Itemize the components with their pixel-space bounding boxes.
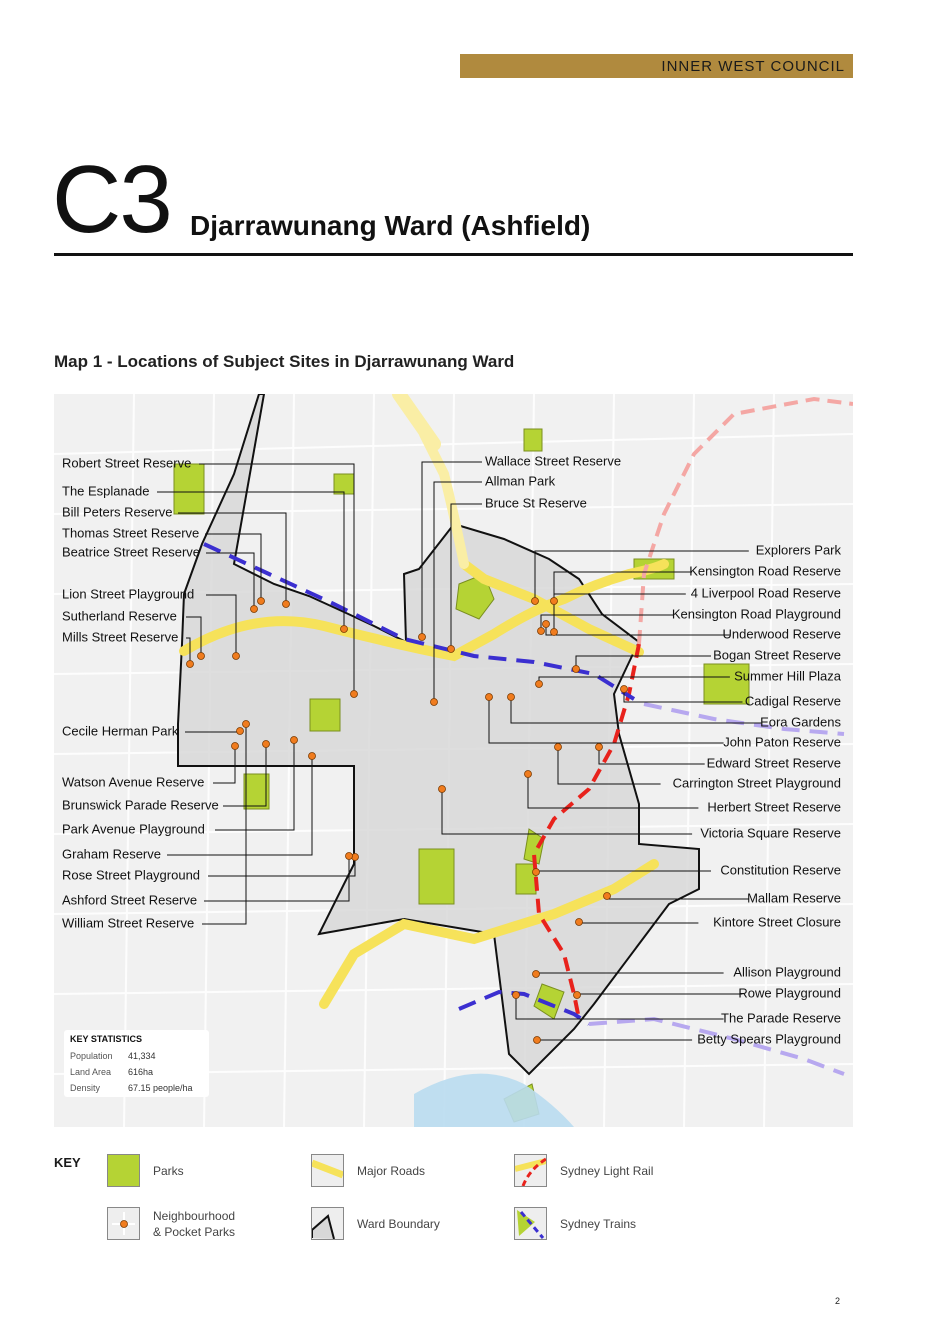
site-marker-herbert-street-reserve [525,771,532,778]
stat-row-density [70,1080,203,1096]
site-marker-william-street-reserve [243,721,250,728]
stat-row-land-area [70,1064,203,1080]
site-marker-wallace-street-reserve [419,634,426,641]
site-label-wallace-street-reserve: Wallace Street Reserve [485,453,622,469]
key-item-pocket-parks [107,1207,235,1240]
ward-map [54,394,853,1127]
key-label: Ward Boundary [357,1216,440,1231]
site-marker-cecile-herman-park [237,728,244,735]
major-road-swatch [311,1154,344,1187]
site-label-the-esplanade: The Esplanade [62,483,150,499]
key-label-line: & Pocket Parks [153,1224,236,1239]
site-label-cadigal-reserve: Cadigal Reserve [744,693,841,709]
site-label-summer-hill-plaza: Summer Hill Plaza [734,668,841,684]
key-statistics-panel [64,1030,209,1097]
site-marker-kensington-road-playground [538,628,545,635]
site-marker-the-parade-reserve [513,992,520,999]
site-label-herbert-street-reserve: Herbert Street Reserve [707,799,841,815]
section-title: Djarrawunang Ward (Ashfield) [190,210,591,241]
site-label-allman-park: Allman Park [485,473,556,489]
site-marker-thomas-street-reserve [258,598,265,605]
site-label-brunswick-parade-reserve: Brunswick Parade Reserve [62,797,219,813]
site-label-kensington-road-reserve: Kensington Road Reserve [689,563,841,579]
site-label-sutherland-reserve: Sutherland Reserve [62,608,177,624]
site-label-kintore-street-closure: Kintore Street Closure [713,914,841,930]
site-label-the-parade-reserve: The Parade Reserve [721,1010,841,1026]
site-marker-constitution-reserve [533,869,540,876]
key-label: Parks [153,1163,184,1178]
site-marker-rowe-playground [574,992,581,999]
pocket-park-swatch [107,1207,140,1240]
site-marker-cadigal-reserve [621,686,628,693]
site-marker-bruce-st-reserve [448,646,455,653]
stat-value: 616ha [128,1067,154,1077]
title-rule [54,253,853,256]
site-label-mills-street-reserve: Mills Street Reserve [62,629,179,645]
site-label-thomas-street-reserve: Thomas Street Reserve [62,525,200,541]
map-title: Map 1 - Locations of Subject Sites in Djarrawunang Ward [54,352,515,371]
site-marker-underwood-reserve [543,621,550,628]
key-label-line: Neighbourhood [153,1208,236,1223]
site-label-rose-street-playground: Rose Street Playground [62,867,201,883]
ward-boundary-swatch [311,1207,344,1240]
stat-row-population [70,1048,203,1064]
site-label-cecile-herman-park: Cecile Herman Park [62,723,179,739]
site-marker-mallam-reserve [604,893,611,900]
park-swatch [107,1154,140,1187]
site-label-edward-street-reserve: Edward Street Reserve [706,755,841,771]
site-marker-sutherland-reserve [198,653,205,660]
key-label: Major Roads [357,1163,426,1178]
site-marker-the-esplanade [341,626,348,633]
site-label-4-liverpool-road-reserve: 4 Liverpool Road Reserve [690,585,841,601]
key-item-ward-boundary [311,1207,440,1240]
light-rail-swatch [514,1154,547,1187]
stat-value: 41,334 [128,1051,156,1061]
key-item-parks [107,1154,184,1187]
site-marker-park-avenue-playground [291,737,298,744]
site-marker-mills-street-reserve [187,661,194,668]
site-label-explorers-park: Explorers Park [755,542,841,558]
site-label-graham-reserve: Graham Reserve [62,846,161,862]
site-marker-kintore-street-closure [576,919,583,926]
site-label-rowe-playground: Rowe Playground [738,985,841,1001]
site-label-underwood-reserve: Underwood Reserve [722,626,841,642]
site-marker-watson-avenue-reserve [232,743,239,750]
site-marker-eora-gardens [508,694,515,701]
site-label-lion-street-playground: Lion Street Playground [62,586,195,602]
stat-label: Population [70,1051,113,1061]
organisation-name: INNER WEST COUNCIL [661,57,845,75]
key-label [153,1208,235,1240]
site-label-bogan-street-reserve: Bogan Street Reserve [713,647,841,663]
site-marker-allman-park [431,699,438,706]
site-label-allison-playground: Allison Playground [733,964,841,980]
site-label-bruce-st-reserve: Bruce St Reserve [485,495,587,511]
site-label-robert-street-reserve: Robert Street Reserve [62,455,192,471]
section-code: C3 [52,146,171,253]
site-label-betty-spears-playground: Betty Spears Playground [697,1031,841,1047]
site-marker-ashford-street-reserve [346,853,353,860]
site-label-beatrice-street-reserve: Beatrice Street Reserve [62,544,201,560]
trains-swatch [514,1207,547,1240]
site-marker-4-liverpool-road-reserve [551,629,558,636]
site-marker-bogan-street-reserve [573,666,580,673]
site-label-constitution-reserve: Constitution Reserve [720,862,841,878]
site-label-park-avenue-playground: Park Avenue Playground [62,821,205,837]
site-marker-beatrice-street-reserve [251,606,258,613]
page-number: 2 [835,1296,841,1306]
site-marker-graham-reserve [309,753,316,760]
map-canvas [54,394,853,1127]
stat-value: 67.15 people/ha [128,1083,193,1093]
site-marker-john-paton-reserve [486,694,493,701]
key-label: Sydney Trains [560,1216,637,1231]
key-statistics-title: KEY STATISTICS [70,1034,143,1044]
site-marker-carrington-street-playground [555,744,562,751]
site-marker-edward-street-reserve [596,744,603,751]
site-label-victoria-square-reserve: Victoria Square Reserve [700,825,841,841]
site-marker-lion-street-playground [233,653,240,660]
stat-label: Density [70,1083,101,1093]
site-label-william-street-reserve: William Street Reserve [62,915,195,931]
site-label-kensington-road-playground: Kensington Road Playground [671,606,841,622]
site-marker-explorers-park [532,598,539,605]
site-label-watson-avenue-reserve: Watson Avenue Reserve [62,774,205,790]
site-label-eora-gardens: Eora Gardens [760,714,841,730]
site-marker-summer-hill-plaza [536,681,543,688]
site-label-john-paton-reserve: John Paton Reserve [723,734,841,750]
site-marker-robert-street-reserve [351,691,358,698]
key-item-trains [514,1207,636,1240]
site-label-bill-peters-reserve: Bill Peters Reserve [62,504,173,520]
site-label-carrington-street-playground: Carrington Street Playground [672,775,841,791]
site-marker-betty-spears-playground [534,1037,541,1044]
key-item-major-roads [311,1154,425,1187]
header-bar [460,54,853,78]
key-label: Sydney Light Rail [560,1163,654,1178]
key-title: KEY [54,1155,81,1170]
site-marker-kensington-road-reserve [551,598,558,605]
site-label-ashford-street-reserve: Ashford Street Reserve [62,892,198,908]
site-marker-victoria-square-reserve [439,786,446,793]
site-marker-brunswick-parade-reserve [263,741,270,748]
site-label-mallam-reserve: Mallam Reserve [747,890,841,906]
site-marker-bill-peters-reserve [283,601,290,608]
stat-label: Land Area [70,1067,112,1077]
key-item-light-rail [514,1154,653,1187]
site-marker-allison-playground [533,971,540,978]
